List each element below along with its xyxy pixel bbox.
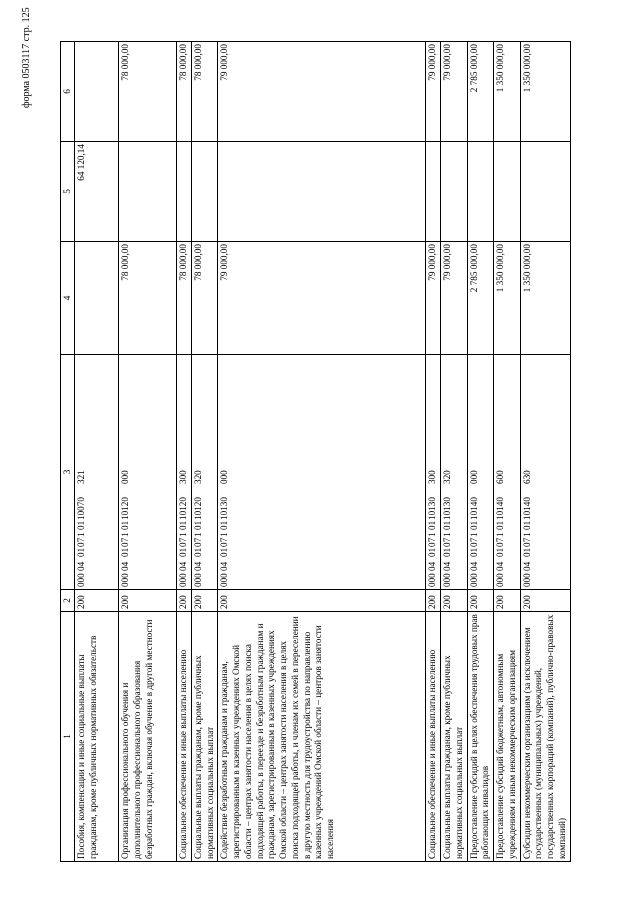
kbk-segment: 000	[192, 573, 203, 587]
kbk-segment: 1	[495, 532, 506, 537]
kbk-segment: 000	[442, 573, 453, 587]
header-cell: 5	[61, 142, 75, 242]
kbk-segment: 10130	[219, 497, 230, 520]
kbk-segment: 1	[120, 532, 130, 537]
budget-classification-code-cell	[494, 355, 521, 590]
kbk-segment: 000	[427, 573, 438, 587]
line-name-cell: Социальное обеспечение и иные выплаты населению	[426, 612, 441, 862]
kbk-segment: 01	[442, 520, 453, 530]
table-row	[467, 42, 494, 862]
kbk-segment: 04	[192, 561, 203, 571]
line-name-cell: Пособия, компенсации и иные социальные выплаты гражданам, кроме публичных нормативных обязательств	[75, 612, 119, 862]
budget-classification-code-cell	[191, 355, 218, 590]
kbk-segment: 01	[442, 547, 453, 557]
header-row	[61, 42, 75, 862]
kbk-segment: 04	[442, 561, 453, 571]
table-row	[177, 42, 192, 862]
kbk-segment: 000	[120, 573, 130, 587]
line-name-cell: Содействие безработным гражданам и гражданам, зарегистрированным в казенных учреждениях Омской области – центрах занятости населения в целях поиска подходящей работы, в переезде и безработным гражданам и гражданам, зарегистрированным в казенных учреждениях Омской области – центрах занятости населения в целях поиска подходящей работы, и членам их семей в переселении в другую местность для трудоустройства по направлению казенных учреждений Омской области – центров занятости населения	[218, 612, 426, 862]
kbk-segment: 300	[427, 470, 438, 484]
kbk-segment: 01	[219, 520, 230, 530]
kbk-segment: 10120	[120, 497, 130, 520]
table-row	[75, 42, 119, 862]
kbk-segment: 01	[120, 520, 130, 530]
table-row	[119, 42, 177, 862]
approved-amount-cell	[75, 242, 119, 355]
kbk-segment: 10120	[192, 497, 203, 520]
kbk-segment: 01	[178, 547, 188, 557]
kbk-segment: 000	[495, 573, 506, 587]
approved-amount-cell: 1 350 000,00	[494, 242, 521, 355]
kbk-segment: 04	[495, 561, 506, 571]
kbk-segment: 07	[192, 537, 203, 547]
approved-amount-cell: 79 000,00	[441, 242, 468, 355]
kbk-segment: 000	[76, 573, 86, 587]
kbk-segment: 01	[521, 547, 532, 557]
remaining-amount-cell: 79 000,00	[426, 42, 441, 142]
kbk-segment: 07	[219, 537, 230, 547]
kbk-segment: 01	[468, 520, 479, 530]
kbk-segment: 630	[521, 470, 532, 484]
rotated-table-container	[60, 42, 600, 862]
kbk-segment: 01	[192, 547, 203, 557]
budget-classification-code-cell	[177, 355, 192, 590]
kbk-segment: 04	[468, 561, 479, 571]
header-cell: 2	[61, 590, 75, 612]
budget-execution-table	[60, 41, 571, 862]
line-code-cell: 200	[75, 590, 119, 612]
budget-classification-code-cell	[119, 355, 177, 590]
table-row	[191, 42, 218, 862]
line-name-cell: Предоставление субсидий бюджетным, автономным учреждениям и иным некоммерческим организациям	[494, 612, 521, 862]
line-name-cell: Предоставление субсидий в целях обеспечения трудовых прав работающих инвалидов	[467, 612, 494, 862]
executed-amount-cell	[191, 142, 218, 242]
kbk-segment: 320	[192, 470, 203, 484]
remaining-amount-cell: 79 000,00	[441, 42, 468, 142]
kbk-segment: 01	[76, 547, 86, 557]
line-name-cell: Социальные выплаты гражданам, кроме публичных нормативных социальных выплат	[191, 612, 218, 862]
kbk-segment: 1	[76, 532, 86, 537]
kbk-segment: 10140	[521, 497, 532, 520]
executed-amount-cell	[467, 142, 494, 242]
kbk-segment: 04	[521, 561, 532, 571]
kbk-segment: 10070	[76, 497, 86, 520]
kbk-segment: 1	[427, 532, 438, 537]
table-row	[218, 42, 426, 862]
table-row	[426, 42, 441, 862]
kbk-segment: 07	[76, 537, 86, 547]
executed-amount-cell	[218, 142, 426, 242]
kbk-segment: 1	[468, 532, 479, 537]
remaining-amount-cell: 1 350 000,00	[494, 42, 521, 142]
kbk-segment: 321	[76, 470, 86, 484]
kbk-segment: 01	[76, 520, 86, 530]
line-name-cell: Субсидии некоммерческим организациям (за исключением государственных (муниципальных) учреждений, государственных корпораций (компаний), публично-правовых компаний)	[520, 612, 570, 862]
approved-amount-cell: 79 000,00	[426, 242, 441, 355]
kbk-segment: 320	[442, 470, 453, 484]
budget-classification-code-cell	[441, 355, 468, 590]
kbk-segment: 000	[120, 470, 130, 484]
kbk-segment: 10140	[468, 497, 479, 520]
remaining-amount-cell: 79 000,00	[218, 42, 426, 142]
line-code-cell: 200	[177, 590, 192, 612]
executed-amount-cell	[520, 142, 570, 242]
line-code-cell: 200	[467, 590, 494, 612]
header-cell: 6	[61, 42, 75, 142]
kbk-segment: 07	[427, 537, 438, 547]
budget-classification-code-cell	[75, 355, 119, 590]
kbk-segment: 04	[120, 561, 130, 571]
kbk-segment: 01	[468, 547, 479, 557]
kbk-segment: 10130	[442, 497, 453, 520]
executed-amount-cell	[177, 142, 192, 242]
table-row	[441, 42, 468, 862]
line-name-cell: Социальные выплаты гражданам, кроме публичных нормативных социальных выплат	[441, 612, 468, 862]
kbk-segment: 300	[178, 470, 188, 484]
kbk-segment: 000	[178, 573, 188, 587]
remaining-amount-cell: 1 350 000,00	[520, 42, 570, 142]
kbk-segment: 1	[192, 532, 203, 537]
approved-amount-cell: 78 000,00	[191, 242, 218, 355]
remaining-amount-cell: 78 000,00	[191, 42, 218, 142]
approved-amount-cell: 2 785 000,00	[467, 242, 494, 355]
executed-amount-cell	[119, 142, 177, 242]
kbk-segment: 600	[495, 470, 506, 484]
kbk-segment: 01	[427, 547, 438, 557]
kbk-segment: 10120	[178, 497, 188, 520]
kbk-segment: 000	[521, 573, 532, 587]
line-code-cell: 200	[520, 590, 570, 612]
line-code-cell: 200	[218, 590, 426, 612]
kbk-segment: 1	[442, 532, 453, 537]
kbk-segment: 000	[468, 573, 479, 587]
kbk-segment: 000	[468, 470, 479, 484]
kbk-segment: 1	[219, 532, 230, 537]
kbk-segment: 01	[495, 520, 506, 530]
table-row	[494, 42, 521, 862]
kbk-segment: 10130	[427, 497, 438, 520]
kbk-segment: 01	[120, 547, 130, 557]
kbk-segment: 000	[219, 470, 230, 484]
header-cell: 3	[61, 355, 75, 590]
kbk-segment: 01	[178, 520, 188, 530]
line-code-cell: 200	[191, 590, 218, 612]
remaining-amount-cell: 2 785 000,00	[467, 42, 494, 142]
remaining-amount-cell	[75, 42, 119, 142]
kbk-segment: 01	[427, 520, 438, 530]
approved-amount-cell: 1 350 000,00	[520, 242, 570, 355]
approved-amount-cell: 78 000,00	[177, 242, 192, 355]
remaining-amount-cell: 78 000,00	[177, 42, 192, 142]
kbk-segment: 10140	[495, 497, 506, 520]
kbk-segment: 07	[178, 537, 188, 547]
budget-classification-code-cell	[218, 355, 426, 590]
kbk-segment: 04	[219, 561, 230, 571]
executed-amount-cell	[441, 142, 468, 242]
header-cell: 1	[61, 612, 75, 862]
kbk-segment: 01	[192, 520, 203, 530]
kbk-segment: 07	[495, 537, 506, 547]
approved-amount-cell: 78 000,00	[119, 242, 177, 355]
executed-amount-cell	[494, 142, 521, 242]
budget-classification-code-cell	[520, 355, 570, 590]
line-name-cell: Социальное обеспечение и иные выплаты населению	[177, 612, 192, 862]
form-caption: форма 0503117 стр. 125	[21, 7, 32, 108]
kbk-segment: 07	[120, 537, 130, 547]
kbk-segment: 000	[219, 573, 230, 587]
line-code-cell: 200	[119, 590, 177, 612]
kbk-segment: 04	[427, 561, 438, 571]
kbk-segment: 1	[521, 532, 532, 537]
line-code-cell: 200	[426, 590, 441, 612]
executed-amount-cell	[426, 142, 441, 242]
executed-amount-cell: 64 120,14	[75, 142, 119, 242]
budget-classification-code-cell	[426, 355, 441, 590]
remaining-amount-cell: 78 000,00	[119, 42, 177, 142]
kbk-segment: 01	[521, 520, 532, 530]
kbk-segment: 07	[468, 537, 479, 547]
kbk-segment: 04	[178, 561, 188, 571]
kbk-segment: 04	[76, 561, 86, 571]
kbk-segment: 01	[219, 547, 230, 557]
kbk-segment: 01	[495, 547, 506, 557]
line-name-cell: Организация профессионального обучения и дополнительного профессионального образования безработных граждан, включая обучение в другой местности	[119, 612, 177, 862]
header-cell: 4	[61, 242, 75, 355]
table-row	[520, 42, 570, 862]
line-code-cell: 200	[494, 590, 521, 612]
kbk-segment: 07	[442, 537, 453, 547]
approved-amount-cell: 79 000,00	[218, 242, 426, 355]
budget-classification-code-cell	[467, 355, 494, 590]
kbk-segment: 07	[521, 537, 532, 547]
kbk-segment: 1	[178, 532, 188, 537]
line-code-cell: 200	[441, 590, 468, 612]
